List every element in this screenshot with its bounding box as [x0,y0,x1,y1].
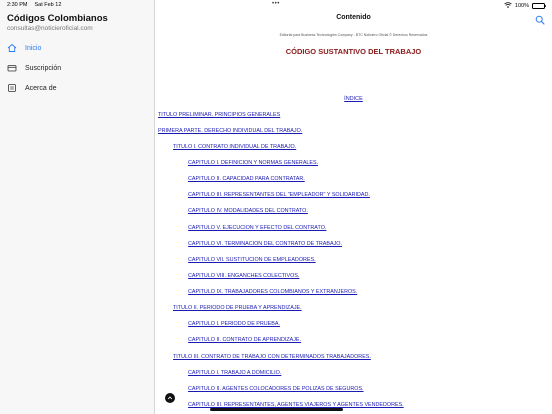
document-title: CÓDIGO SUSTANTIVO DEL TRABAJO [285,47,422,56]
toc-link[interactable]: CAPITULO VI. TERMINACION DEL CONTRATO DE TRABAJO. [188,241,342,247]
toc-link[interactable]: TITULO III. CONTRATO DE TRABAJO CON DETERMINADOS TRABAJADORES. [173,354,371,360]
toc-link[interactable]: CAPITULO I. DEFINICION Y NORMAS GENERALES. [188,160,319,166]
toc-link[interactable]: CAPITULO VIII. ENGANCHES COLECTIVOS. [188,273,300,279]
toc-link[interactable]: CAPITULO III. REPRESENTANTES, AGENTES VIAJEROS Y AGENTES VENDEDORES. [188,402,404,408]
index-link[interactable]: ÍNDICE [344,96,363,102]
scroll-up-button[interactable] [165,393,175,403]
chevron-up-icon [167,395,173,401]
toc-link[interactable]: CAPITULO III. REPRESENTANTES DEL "EMPLEADOR" Y SOLIDARIDAD. [188,192,370,198]
main-content [155,0,552,414]
status-time: 2:30 PM [7,2,28,8]
toc-link[interactable]: CAPITULO IV. MODALIDADES DEL CONTRATO. [188,208,308,214]
search-icon[interactable] [535,12,545,22]
battery-percent: 100% [514,2,529,9]
sidebar-menu [0,38,155,98]
sidebar [0,0,155,414]
sidebar-item-suscripcion[interactable] [0,58,155,78]
status-bar [0,0,552,10]
wifi-icon [504,2,512,10]
app-title: Códigos Colombianos [7,13,108,24]
toc-link[interactable]: CAPITULO I. PERIODO DE PRUEBA. [188,321,280,327]
toc-link[interactable]: CAPITULO II. AGENTES COLOCADORES DE POLIZAS DE SEGUROS. [188,386,364,392]
battery-icon [532,3,545,9]
index-heading [155,96,552,102]
home-indicator[interactable] [210,408,343,411]
toc-link[interactable]: CAPITULO VII. SUSTITUCION DE EMPLEADORES. [188,257,316,263]
toc-link[interactable]: PRIMERA PARTE. DERECHO INDIVIDUAL DEL TRABAJO. [158,128,303,134]
status-date: Sat Feb 12 [34,2,62,8]
sidebar-item-acerca-de[interactable] [0,78,155,98]
status-right [504,2,545,10]
toc-link[interactable]: TITULO II. PERIODO DE PRUEBA Y APRENDIZAJE. [173,305,302,311]
toc-link[interactable]: CAPITULO II. CAPACIDAD PARA CONTRATAR. [188,176,305,182]
multitasking-dots-icon[interactable]: ••• [272,1,280,7]
info-icon [7,83,17,93]
sidebar-item-label: Inicio [25,44,42,52]
document-header: Editorial para Business Technologies Company - BTC Noticiero Oficial © Derechos Reservados [279,33,428,37]
status-left [7,2,61,8]
sidebar-item-inicio[interactable] [0,38,155,58]
toc-link[interactable]: CAPITULO IX. TRABAJADORES COLOMBIANOS Y EXTRANJEROS. [188,289,358,295]
page-title: Contenido [336,14,371,21]
sidebar-item-label: Suscripción [25,64,62,72]
toc-link[interactable]: CAPITULO V. EJECUCION Y EFECTO DEL CONTRATO. [188,225,327,231]
app-subtitle-email: consultas@noticieroficial.com [7,25,93,32]
toc-link[interactable]: CAPITULO II. CONTRATO DE APRENDIZAJE. [188,337,302,343]
sidebar-item-label: Acerca de [25,84,57,92]
toc-link[interactable]: CAPITULO I. TRABAJO A DOMICILIO. [188,370,282,376]
toc-link[interactable]: TITULO I. CONTRATO INDIVIDUAL DE TRABAJO. [173,144,297,150]
home-icon [7,43,17,53]
toc-link[interactable]: TITULO PRELIMINAR. PRINCIPIOS GENERALES [158,112,281,118]
card-icon [7,63,17,73]
